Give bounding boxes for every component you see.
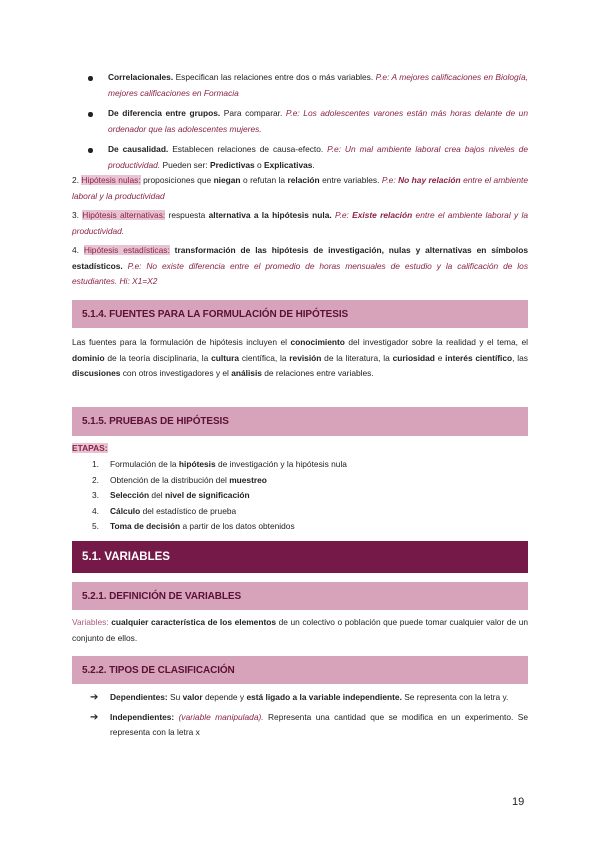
section-heading-pruebas: 5.1.5. PRUEBAS DE HIPÓTESIS <box>72 407 528 436</box>
definicion-paragraph: Variables: cualquier característica de los elementos de un colectivo o población que puede tomar cualquier valor de un conjunto de ellos. <box>72 617 529 643</box>
hipotesis-nulas-paragraph: 2. Hipótesis nulas: proposiciones que niegan o refutan la relación entre variables. P.e: No hay relación entre el ambiente laboral y la productividad <box>72 175 528 201</box>
highlighted-term: Hipótesis alternativas: <box>82 210 166 220</box>
list-item: 4. Cálculo del estadístico de prueba <box>92 505 237 516</box>
etapas-label: ETAPAS: <box>72 443 108 453</box>
list-item: 2. Obtención de la distribución del muestreo <box>92 474 267 485</box>
fuentes-paragraph: Las fuentes para la formulación de hipótesis incluyen el conocimiento del investigador sobre la realidad y el tema, el dominio de la teoría disciplinaria, la cultura científica, la revisión de la literatura, la curiosidad e interés científico, las discusiones con otros investigadores y el análisis de relaciones entre variables. <box>72 337 528 378</box>
section-heading-tipos: 5.2.2. TIPOS DE CLASIFICACIÓN <box>72 656 528 684</box>
hipotesis-estadisticas-paragraph: 4. Hipótesis estadísticas: transformación de las hipótesis de investigación, nulas y alternativas en símbolos estadísticos. P.e: No existe diferencia entre el promedio de horas mensuales de estudio y la calificación de los estudiantes. Hi: X1=X2 <box>72 245 529 286</box>
list-item: ➔ Dependientes: Su valor depende y está ligado a la variable independiente. Se representa con la letra y. <box>90 690 528 706</box>
tipos-list <box>90 690 528 745</box>
list-item: ➔ Independientes: (variable manipulada). Representa una cantidad que se modifica en un experimento. Se representa con la letra x <box>90 711 528 737</box>
bullet-term: Correlacionales. <box>108 72 174 82</box>
example-text: P.e: Un mal ambiente laboral crea bajos niveles de productividad. <box>108 144 528 170</box>
example-text: (variable manipulada). <box>178 711 264 722</box>
hipotesis-alternativas-paragraph: 3. Hipótesis alternativas: respuesta alternativa a la hipótesis nula. P.e: Existe relación entre el ambiente laboral y la productividad. <box>72 210 529 236</box>
bullet-term: De causalidad. <box>108 144 169 154</box>
section-heading-variables: 5.1. VARIABLES <box>72 541 528 573</box>
arrow-right-icon: ➔ <box>90 711 99 723</box>
bullet-icon <box>88 148 93 153</box>
highlighted-term: Variables: <box>72 617 109 627</box>
example-text: P.e: No existe diferencia entre el promedio de horas mensuales de estudio y la calificación de los estudiantes. Hi: X1=X2 <box>72 260 529 286</box>
highlighted-term: Hipótesis nulas: <box>81 175 141 185</box>
bullet-icon <box>88 112 93 117</box>
list-item: De diferencia entre grupos. Para comparar. P.e: Los adolescentes varones están más horas delante de un ordenador que las adolescentes mujeres. <box>86 106 528 137</box>
list-item: 5. Toma de decisión a partir de los datos obtenidos <box>92 521 295 532</box>
arrow-right-icon: ➔ <box>90 692 99 703</box>
page-number: 19 <box>512 796 525 808</box>
example-text: P.e: A mejores calificaciones en Biología, mejores calificaciones en Formacia <box>108 72 528 98</box>
section-heading-definicion: 5.2.1. DEFINICIÓN DE VARIABLES <box>72 582 528 610</box>
bullet-term: De diferencia entre grupos. <box>108 108 221 118</box>
bullet-icon <box>88 76 93 81</box>
hypothesis-types-list <box>86 70 528 178</box>
example-text: P.e: Los adolescentes varones están más horas delante de un ordenador que las adolescentes mujeres. <box>108 108 528 134</box>
highlighted-term: Hipótesis estadísticas: <box>83 245 170 255</box>
section-heading-fuentes: 5.1.4. FUENTES PARA LA FORMULACIÓN DE HIPÓTESIS <box>72 300 528 328</box>
list-item: De causalidad. Establecen relaciones de causa-efecto. P.e: Un mal ambiente laboral crea bajos niveles de productividad. Pueden ser: Predictivas o Explicativas. <box>86 142 528 173</box>
etapas-list <box>92 457 522 535</box>
list-item: 1. Formulación de la hipótesis de investigación y la hipótesis nula <box>92 459 347 469</box>
list-item: Correlacionales. Especifican las relaciones entre dos o más variables. P.e: A mejores calificaciones en Biología, mejores calificaciones en Formacia <box>86 70 528 101</box>
list-item: 3. Selección del nivel de significación <box>92 490 250 501</box>
